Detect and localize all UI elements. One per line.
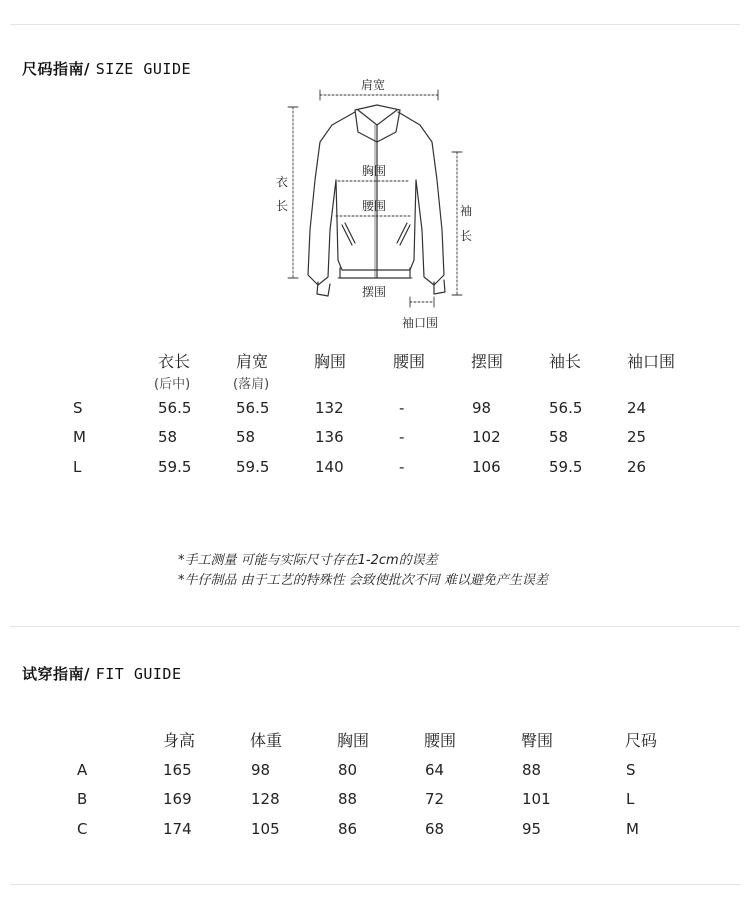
table-cell: 56.5 <box>158 399 192 417</box>
size-row-label: L <box>73 458 82 476</box>
table-cell: M <box>626 820 639 838</box>
table-cell: 174 <box>163 820 192 838</box>
table-cell: 80 <box>338 761 358 779</box>
fit-header-height: 身高 <box>163 731 196 750</box>
size-header-cuff: 袖口围 <box>627 352 676 371</box>
size-guide-title-en: SIZE GUIDE <box>95 60 192 78</box>
length-label-1: 衣 <box>276 175 289 189</box>
fit-header-chest: 胸围 <box>337 731 370 750</box>
size-row-label: M <box>73 428 86 446</box>
fit-row-label: B <box>77 790 88 808</box>
size-header-sleeve: 袖长 <box>549 352 582 371</box>
table-cell: 58 <box>158 428 178 446</box>
table-cell: 106 <box>472 458 501 476</box>
fit-row-label: C <box>77 820 88 838</box>
fit-guide-title-cn: 试穿指南/ <box>22 665 90 683</box>
table-cell: S <box>626 761 636 779</box>
table-cell: 169 <box>163 790 192 808</box>
table-cell: 59.5 <box>158 458 192 476</box>
table-cell: 98 <box>251 761 271 779</box>
measurement-note: *手工测量 可能与实际尺寸存在1-2cm的误差 <box>178 553 438 568</box>
table-cell: 59.5 <box>549 458 583 476</box>
fit-guide-title <box>22 663 182 684</box>
hem-label: 摆围 <box>362 285 387 299</box>
fit-header-size: 尺码 <box>625 731 658 750</box>
table-cell: 88 <box>338 790 358 808</box>
size-header-shoulder: 肩宽 <box>236 352 269 371</box>
sleeve-label-2: 长 <box>460 229 473 243</box>
fit-row-label: A <box>77 761 88 779</box>
waist-label: 腰围 <box>362 199 387 213</box>
table-cell: 101 <box>522 790 551 808</box>
bottom-divider <box>10 884 740 885</box>
table-cell: 24 <box>627 399 647 417</box>
table-cell: L <box>626 790 635 808</box>
shoulder-label: 肩宽 <box>361 78 386 92</box>
size-header-length: 衣长 <box>158 352 191 371</box>
length-label-2: 长 <box>276 199 289 213</box>
size-row-label: S <box>73 399 83 417</box>
size-header-chest: 胸围 <box>314 352 347 371</box>
table-cell: 25 <box>627 428 647 446</box>
size-header-shoulder-sub: (落肩) <box>233 377 270 392</box>
table-cell: 86 <box>338 820 358 838</box>
size-header-waist: 腰围 <box>393 352 426 371</box>
table-cell: - <box>399 428 405 446</box>
table-cell: 88 <box>522 761 542 779</box>
size-guide-title <box>22 58 191 79</box>
fit-guide-title-en: FIT GUIDE <box>95 665 182 683</box>
fit-header-waist: 腰围 <box>424 731 457 750</box>
middle-divider <box>10 626 740 627</box>
table-cell: 128 <box>251 790 280 808</box>
table-cell: - <box>399 458 405 476</box>
table-cell: 72 <box>425 790 445 808</box>
cuff-label: 袖口围 <box>402 316 439 330</box>
table-cell: 64 <box>425 761 445 779</box>
right-cuff <box>434 280 445 294</box>
table-cell: 26 <box>627 458 647 476</box>
size-guide-title-cn: 尺码指南/ <box>22 60 90 78</box>
table-cell: 56.5 <box>549 399 583 417</box>
table-cell: 58 <box>236 428 256 446</box>
table-cell: 56.5 <box>236 399 270 417</box>
table-cell: 102 <box>472 428 501 446</box>
table-cell: 58 <box>549 428 569 446</box>
size-header-length-sub: (后中) <box>154 377 191 392</box>
right-pocket <box>397 223 410 245</box>
table-cell: 68 <box>425 820 445 838</box>
table-cell: 165 <box>163 761 192 779</box>
table-cell: - <box>399 399 405 417</box>
table-cell: 140 <box>315 458 344 476</box>
denim-note: *牛仔制品 由于工艺的特殊性 会致使批次不同 难以避免产生误差 <box>178 573 548 588</box>
left-pocket <box>342 223 355 245</box>
sleeve-label-1: 袖 <box>460 204 473 218</box>
size-header-hem: 摆围 <box>471 352 504 371</box>
table-cell: 98 <box>472 399 492 417</box>
fit-header-hip: 臀围 <box>521 731 554 750</box>
top-divider <box>10 24 740 25</box>
table-cell: 59.5 <box>236 458 270 476</box>
table-cell: 136 <box>315 428 344 446</box>
fit-header-weight: 体重 <box>250 731 283 750</box>
table-cell: 95 <box>522 820 542 838</box>
table-cell: 132 <box>315 399 344 417</box>
chest-label: 胸围 <box>362 164 387 178</box>
table-cell: 105 <box>251 820 280 838</box>
